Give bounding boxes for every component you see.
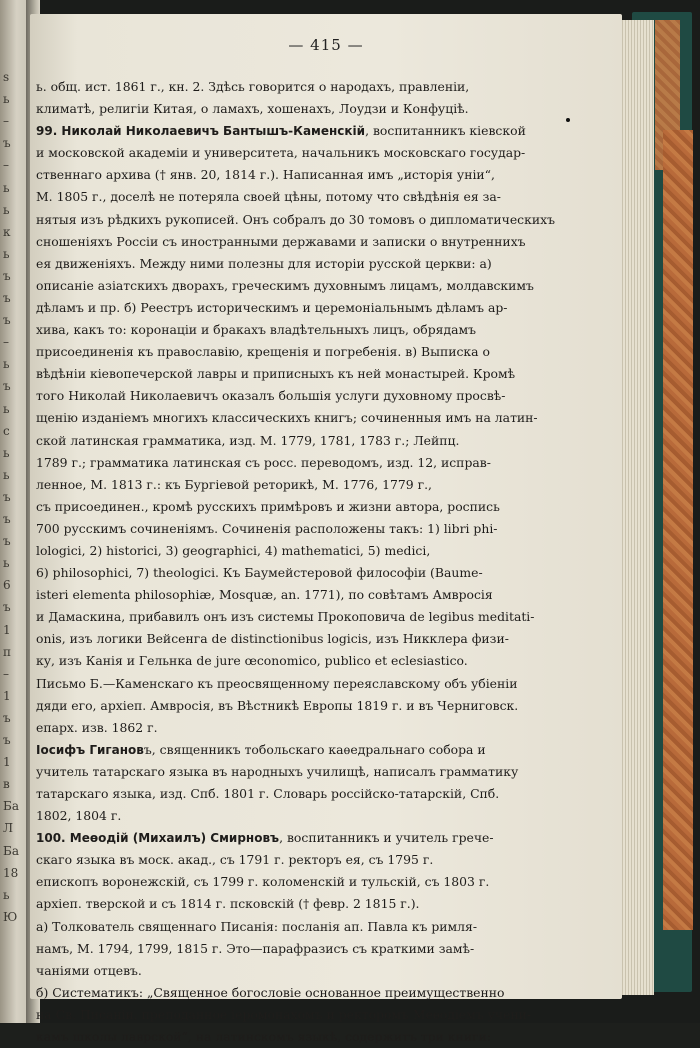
line-text: учитель татарскаго языка въ народныхъ училищѣ, написалъ грамматику	[36, 763, 519, 779]
left-page-fragment: –	[3, 335, 9, 350]
text-line	[36, 363, 616, 385]
left-page-fragment: ъ	[3, 534, 11, 549]
line-text: нятыя изъ рѣдкихъ рукописей. Онъ собралъ до 30 томовъ о дипломатическихъ	[36, 211, 555, 227]
text-line	[36, 650, 616, 672]
line-text: 1802, 1804 г.	[36, 808, 122, 824]
page-edges	[620, 20, 654, 995]
text-line	[36, 518, 616, 540]
line-text: ку, изъ Канія и Гельнка de jure œconomico, publico et eclesiastico.	[36, 653, 468, 669]
line-text: , воспитанникъ и учитель грече-	[279, 830, 494, 846]
line-text: onis, изъ логики Вейсенга de distinctionibus logicis, изъ Никклера физи-	[36, 631, 509, 647]
text-line	[36, 916, 616, 938]
text-line	[36, 319, 616, 341]
line-text: епарх. изв. 1862 г.	[36, 719, 158, 735]
line-text: М. 1805 г., доселѣ не потеряла своей цѣны, потому что свѣдѣнія ея за-	[36, 189, 501, 205]
left-page-fragment: ь	[3, 92, 10, 107]
left-page-fragment: ь	[3, 357, 10, 372]
line-text: намъ, М. 1794, 1799, 1815 г. Это—парафразисъ съ краткими замѣ-	[36, 940, 475, 956]
text-line	[36, 385, 616, 407]
line-text: на Св. Писаніи, преподанное іеромонахомъ и ректоромъ Меѳодіемъ учени-	[36, 1006, 532, 1022]
left-page-fragment: ь	[3, 445, 10, 460]
page-text	[36, 76, 616, 1048]
line-text: 6) philosophici, 7) theologici. Къ Баумейстеровой философіи (Baume-	[36, 565, 483, 581]
left-page-fragment: 18	[3, 865, 19, 880]
text-line	[36, 275, 616, 297]
page-number: — 415 —	[288, 36, 364, 54]
entry-heading: 100. Меѳодій (Михаилъ) Смирновъ	[36, 831, 280, 846]
text-line	[36, 739, 616, 761]
line-text: isteri elementa philosophiæ, Mosquæ, an. 1771), по совѣтамъ Амвросія	[36, 587, 493, 603]
line-text: хива, какъ то: коронаціи и бракахъ владѣтельныхъ лицъ, обрядамъ	[36, 322, 477, 338]
left-page-fragment: к	[3, 224, 11, 239]
left-page-fragment: Ба	[3, 843, 19, 858]
text-line	[36, 341, 616, 363]
line-text: а) Толкователь священнаго Писанія: посланія ап. Павла къ римля-	[36, 918, 478, 934]
ink-speck	[566, 118, 570, 122]
text-line	[36, 253, 616, 275]
book-cover-leather	[663, 130, 693, 930]
text-line	[36, 893, 616, 915]
left-page-fragment: п	[3, 644, 11, 659]
text-line	[36, 606, 616, 628]
line-text: архіеп. тверской и съ 1814 г. псковскій († февр. 2 1815 г.).	[36, 896, 420, 912]
line-text: Письмо Б.—Каменскаго къ преосвященному переяславскому объ убіеніи	[36, 675, 518, 691]
text-line	[36, 120, 616, 142]
line-text: дѣламъ и пр. б) Реестръ историческимъ и церемоніальнымъ дѣламъ ар-	[36, 299, 508, 315]
text-line	[36, 673, 616, 695]
left-page-fragment: –	[3, 158, 9, 173]
text-line	[36, 849, 616, 871]
line-text: ственнаго архива († янв. 20, 1814 г.). Написанная имъ „исторія уніи“,	[36, 167, 495, 183]
text-line	[36, 297, 616, 319]
left-page-fragment: с	[3, 423, 10, 438]
text-line	[36, 186, 616, 208]
left-page-fragment: ъ	[3, 489, 11, 504]
text-line	[36, 584, 616, 606]
text-line	[36, 827, 616, 849]
left-page-fragment: s	[3, 70, 10, 84]
line-text: и Дамаскина, прибавилъ онъ изъ системы Прокоповича de legibus meditati-	[36, 609, 535, 625]
text-line	[36, 452, 616, 474]
left-page-fragment: ь	[3, 401, 10, 416]
line-text: и московской академіи и университета, начальникъ московскаго государ-	[36, 145, 526, 161]
left-page-fragment: ь	[3, 180, 10, 195]
text-line	[36, 164, 616, 186]
line-text: съ присоединен., кромѣ русскихъ примѣровъ и жизни автора, роспись	[36, 498, 500, 514]
left-page-fragment: 6	[3, 578, 11, 593]
line-text: скаго языка въ моск. акад., съ 1791 г. ректоръ ея, съ 1795 г.	[36, 852, 434, 868]
left-page-fragment: ъ	[3, 512, 11, 526]
line-text: климатѣ, религіи Китая, о ламахъ, хошенахъ, Лоудзи и Конфуціѣ.	[36, 101, 469, 117]
left-page-fragment: ъ	[3, 600, 11, 615]
line-text: , воспитанникъ кіевской	[365, 123, 526, 139]
left-page-fragment: Ба	[3, 799, 19, 814]
line-text: ъ, священникъ тобольскаго каѳедральнаго собора и	[143, 741, 486, 757]
left-page-fragment: 1	[3, 622, 11, 637]
line-text: б) Систематикъ: „Священное богословіе основанное преимущественно	[36, 984, 505, 1000]
left-page-fragment: ь	[3, 467, 10, 482]
line-text: вѣдѣніи кіевопечерской лавры и приписныхъ къ ней монастырей. Кромѣ	[36, 366, 516, 382]
line-text: ленное, М. 1813 г.: къ Бургіевой реторикѣ, М. 1776, 1779 г.,	[36, 476, 432, 492]
left-page-fragment: –	[3, 114, 9, 129]
text-line	[36, 142, 616, 164]
text-line	[36, 783, 616, 805]
line-text: lologici, 2) historici, 3) geographici, 4) mathematici, 5) medici,	[36, 542, 431, 558]
left-page-fragment: –	[3, 666, 9, 681]
text-line	[36, 407, 616, 429]
left-page-fragment: ь	[3, 887, 10, 902]
line-text: камъ школы лаврской“, на латинскомъ языкѣ, содержитъ три книги:	[36, 1029, 491, 1045]
line-text: сношеніяхъ Россіи съ иностранными державами и записки о внутреннихъ	[36, 233, 526, 249]
text-line	[36, 628, 616, 650]
left-page-fragment: в	[3, 777, 10, 792]
left-page-fragment: ь	[3, 556, 10, 571]
left-page-fragment: ъ	[3, 733, 11, 747]
line-text: щенію изданіемъ многихъ классическихъ книгъ; сочиненныя имъ на латин-	[36, 410, 538, 426]
left-page-fragment: ъ	[3, 313, 11, 328]
left-page-fragment: Ю	[3, 909, 18, 924]
text-line	[36, 76, 616, 98]
line-text: того Николай Николаевичъ оказалъ большія услуги духовному просвѣ-	[36, 388, 506, 404]
text-line	[36, 209, 616, 231]
left-page-fragment: 1	[3, 755, 11, 770]
text-line	[36, 805, 616, 827]
text-line	[36, 474, 616, 496]
left-page-fragment: ъ	[3, 291, 11, 305]
left-page-fragment: ъ	[3, 136, 11, 151]
text-line	[36, 430, 616, 452]
line-text: ея движеніяхъ. Между ними полезны для исторіи русской церкви: а)	[36, 255, 492, 271]
text-line	[36, 871, 616, 893]
line-text: татарскаго языка, изд. Спб. 1801 г. Словарь россійско-татарскій, Спб.	[36, 786, 500, 801]
line-text: 1789 г.; грамматика латинская съ росс. переводомъ, изд. 12, исправ-	[36, 454, 491, 470]
left-page-fragment: ь	[3, 246, 10, 261]
line-text: епископъ воронежскій, съ 1799 г. коломенскій и тульскій, съ 1803 г.	[36, 874, 490, 890]
left-page-fragment: ъ	[3, 710, 11, 725]
line-text: описаніе азіатскихъ дворахъ, греческимъ духовнымъ лицамъ, молдавскимъ	[36, 277, 534, 293]
text-line	[36, 938, 616, 960]
left-page-fragment: ъ	[3, 268, 11, 283]
text-line	[36, 982, 616, 1004]
line-text: присоединенія къ православію, крещенія и погребенія. в) Выписка о	[36, 344, 490, 360]
entry-heading: Іосифъ Гиганов	[36, 742, 144, 757]
left-page-fragment: Л	[3, 821, 14, 836]
line-text: 700 русскимъ сочиненіямъ. Сочиненія расположены такъ: 1) libri phi-	[36, 520, 498, 536]
text-line	[36, 98, 616, 120]
left-page-fragment: ь	[3, 202, 10, 217]
text-line	[36, 496, 616, 518]
line-text: ской латинская грамматика, изд. М. 1779, 1781, 1783 г.; Лейпц.	[36, 432, 460, 448]
text-line	[36, 540, 616, 562]
text-line	[36, 960, 616, 982]
line-text: чаніями отцевъ.	[36, 962, 142, 978]
left-page-fragment: ъ	[3, 379, 11, 394]
entry-heading: 99. Николай Николаевичъ Бантышъ-Каменскій	[36, 124, 366, 139]
right-page	[30, 14, 622, 1045]
text-line	[36, 1026, 616, 1048]
line-text: ь. общ. ист. 1861 г., кн. 2. Здѣсь говорится о народахъ, правленіи,	[36, 79, 470, 94]
text-line	[36, 695, 616, 717]
text-line	[36, 761, 616, 783]
line-text: дяди его, архіеп. Амвросія, въ Вѣстникѣ Европы 1819 г. и въ Черниговск.	[36, 697, 519, 713]
text-line	[36, 231, 616, 253]
left-page-fragment: 1	[3, 688, 11, 703]
text-line	[36, 717, 616, 739]
text-line	[36, 562, 616, 584]
